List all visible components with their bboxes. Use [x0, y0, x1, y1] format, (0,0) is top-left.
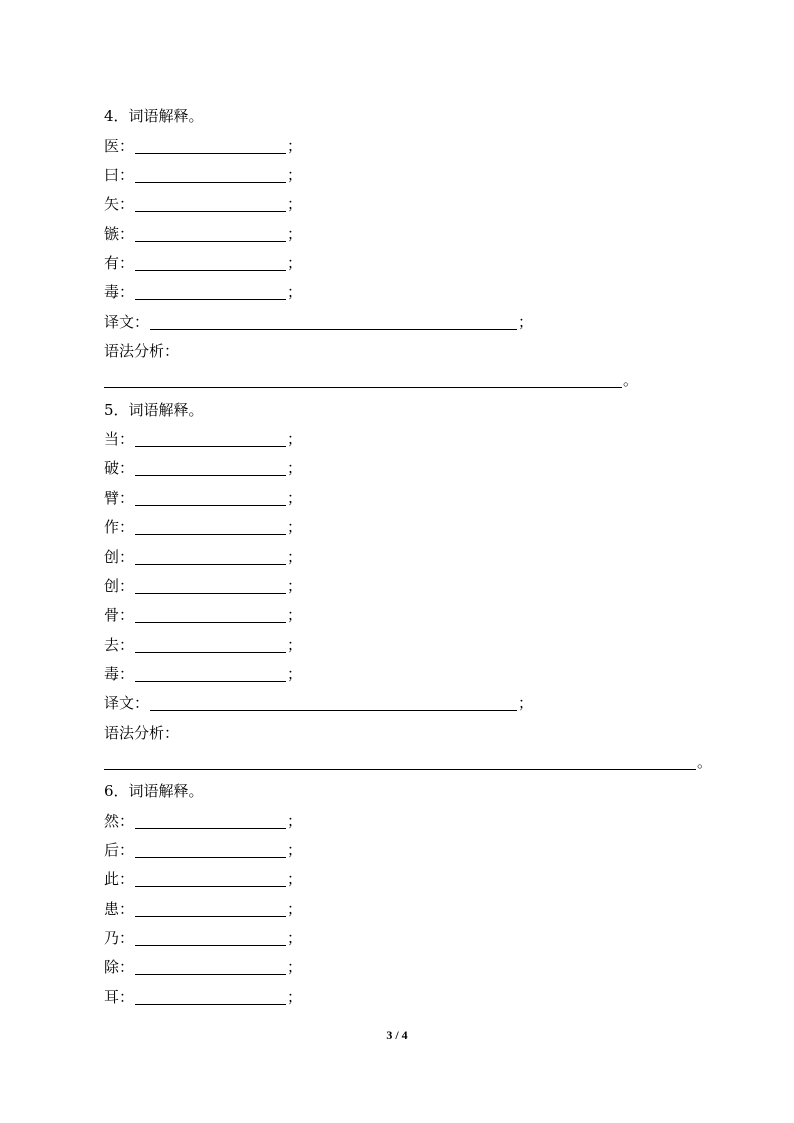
term-word: 毒 — [104, 283, 120, 302]
semicolon: ； — [287, 635, 303, 654]
answer-blank[interactable] — [135, 168, 286, 183]
term-colon: ： — [119, 576, 135, 595]
term-word: 去 — [104, 635, 120, 654]
answer-blank[interactable] — [135, 491, 286, 506]
semicolon: ； — [287, 840, 303, 859]
term-word: 此 — [104, 870, 120, 889]
translation-label: 译文： — [104, 312, 150, 331]
term-colon: ： — [119, 166, 135, 185]
period: 。 — [697, 752, 713, 771]
term-colon: ： — [119, 870, 135, 889]
term-colon: ： — [119, 928, 135, 947]
term-colon: ： — [119, 488, 135, 507]
answer-blank[interactable] — [135, 814, 286, 829]
term-row — [104, 659, 714, 688]
answer-blank[interactable] — [135, 256, 286, 271]
term-colon: ： — [119, 254, 135, 273]
semicolon: ； — [287, 928, 303, 947]
term-row — [104, 189, 714, 218]
semicolon: ； — [518, 694, 534, 713]
term-row — [104, 864, 714, 893]
semicolon: ； — [287, 488, 303, 507]
semicolon: ； — [287, 899, 303, 918]
term-row — [104, 512, 714, 541]
answer-blank[interactable] — [135, 461, 286, 476]
term-colon: ： — [119, 664, 135, 683]
page-number: 3 / 4 — [386, 1028, 408, 1042]
grammar-blank[interactable] — [104, 373, 622, 388]
answer-blank[interactable] — [135, 608, 286, 623]
term-word: 臂 — [104, 488, 120, 507]
answer-blank[interactable] — [135, 902, 286, 917]
semicolon: ； — [287, 136, 303, 155]
term-word: 耳 — [104, 987, 120, 1006]
translation-blank[interactable] — [150, 315, 517, 330]
term-row — [104, 482, 714, 511]
answer-blank[interactable] — [135, 960, 286, 975]
answer-blank[interactable] — [135, 197, 286, 212]
semicolon: ； — [287, 606, 303, 625]
semicolon: ； — [518, 312, 534, 331]
term-row — [104, 453, 714, 482]
answer-blank[interactable] — [135, 667, 286, 682]
semicolon: ； — [287, 459, 303, 478]
section-4 — [104, 101, 714, 394]
term-colon: ： — [119, 195, 135, 214]
answer-blank[interactable] — [135, 638, 286, 653]
grammar-row — [104, 365, 714, 394]
translation-blank[interactable] — [150, 696, 517, 711]
term-colon: ： — [119, 518, 135, 537]
semicolon: ； — [287, 870, 303, 889]
term-colon: ： — [119, 547, 135, 566]
semicolon: ； — [287, 547, 303, 566]
term-colon: ： — [119, 606, 135, 625]
semicolon: ； — [287, 811, 303, 830]
term-colon: ： — [119, 430, 135, 449]
answer-blank[interactable] — [135, 139, 286, 154]
semicolon: ； — [287, 224, 303, 243]
term-colon: ： — [119, 987, 135, 1006]
term-row — [104, 130, 714, 159]
term-row — [104, 248, 714, 277]
term-colon: ： — [119, 635, 135, 654]
term-row — [104, 160, 714, 189]
term-word: 曰 — [104, 166, 120, 185]
semicolon: ； — [287, 283, 303, 302]
term-word: 创 — [104, 576, 120, 595]
term-colon: ： — [119, 899, 135, 918]
section-6 — [104, 776, 714, 1011]
grammar-blank[interactable] — [104, 755, 696, 770]
grammar-row — [104, 747, 714, 776]
term-word: 破 — [104, 459, 120, 478]
term-colon: ： — [119, 136, 135, 155]
term-colon: ： — [119, 958, 135, 977]
term-word: 骨 — [104, 606, 120, 625]
section-5 — [104, 394, 714, 775]
term-word: 然 — [104, 811, 120, 830]
term-word: 患 — [104, 899, 120, 918]
term-colon: ： — [119, 283, 135, 302]
semicolon: ； — [287, 987, 303, 1006]
term-colon: ： — [119, 459, 135, 478]
term-row — [104, 835, 714, 864]
grammar-label: 语法分析： — [104, 723, 180, 742]
semicolon: ； — [287, 664, 303, 683]
answer-blank[interactable] — [135, 843, 286, 858]
term-word: 作 — [104, 518, 120, 537]
answer-blank[interactable] — [135, 990, 286, 1005]
worksheet-body — [104, 101, 714, 1011]
section-heading: 6．词语解释。 — [104, 782, 204, 801]
term-colon: ： — [119, 811, 135, 830]
term-word: 后 — [104, 840, 120, 859]
answer-blank[interactable] — [135, 520, 286, 535]
term-row — [104, 218, 714, 247]
section-heading: 5．词语解释。 — [104, 400, 204, 419]
term-row — [104, 981, 714, 1010]
section-heading: 4．词语解释。 — [104, 107, 204, 126]
term-row — [104, 629, 714, 658]
semicolon: ； — [287, 430, 303, 449]
translation-label: 译文： — [104, 694, 150, 713]
semicolon: ； — [287, 195, 303, 214]
term-word: 毒 — [104, 664, 120, 683]
answer-blank[interactable] — [135, 227, 286, 242]
term-word: 医 — [104, 136, 120, 155]
term-word: 除 — [104, 958, 120, 977]
term-row — [104, 923, 714, 952]
term-word: 乃 — [104, 928, 120, 947]
term-colon: ： — [119, 840, 135, 859]
term-colon: ： — [119, 224, 135, 243]
semicolon: ； — [287, 518, 303, 537]
translation-row — [104, 306, 714, 335]
term-row — [104, 424, 714, 453]
grammar-label: 语法分析： — [104, 342, 180, 361]
term-word: 镞 — [104, 224, 120, 243]
semicolon: ； — [287, 254, 303, 273]
semicolon: ； — [287, 166, 303, 185]
term-row — [104, 571, 714, 600]
answer-blank[interactable] — [135, 931, 286, 946]
translation-row — [104, 688, 714, 717]
term-word: 有 — [104, 254, 120, 273]
term-word: 矢 — [104, 195, 120, 214]
answer-blank[interactable] — [135, 432, 286, 447]
answer-blank[interactable] — [135, 872, 286, 887]
term-row — [104, 893, 714, 922]
semicolon: ； — [287, 958, 303, 977]
term-row — [104, 600, 714, 629]
term-row — [104, 541, 714, 570]
term-row — [104, 805, 714, 834]
term-row — [104, 277, 714, 306]
term-word: 创 — [104, 547, 120, 566]
period: 。 — [623, 371, 639, 390]
answer-blank[interactable] — [135, 550, 286, 565]
term-row — [104, 952, 714, 981]
semicolon: ； — [287, 576, 303, 595]
answer-blank[interactable] — [135, 285, 286, 300]
term-word: 当 — [104, 430, 120, 449]
answer-blank[interactable] — [135, 579, 286, 594]
